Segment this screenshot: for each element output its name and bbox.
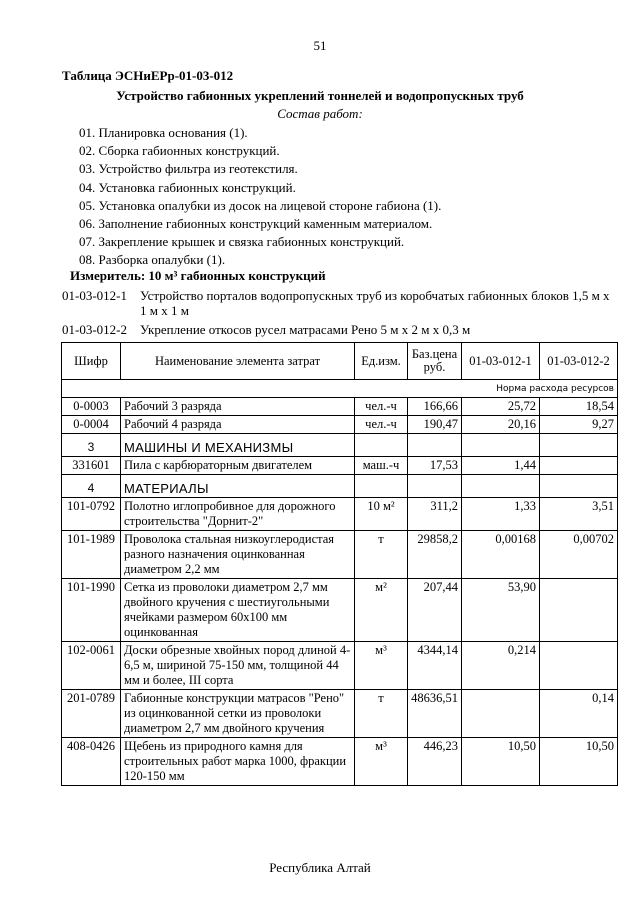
page-number: 51 — [313, 38, 327, 53]
cell-v1: 20,16 — [462, 416, 540, 434]
cell-unit: чел.-ч — [355, 398, 408, 416]
header-price: Баз.цена руб. — [408, 343, 462, 380]
header-unit: Ед.изм. — [355, 343, 408, 380]
norms-table — [61, 342, 618, 786]
norm-note: Норма расхода ресурсов — [62, 380, 618, 398]
cell-v1: 1,44 — [462, 457, 540, 475]
cell-v2: 3,51 — [540, 498, 618, 531]
cell-name: Доски обрезные хвойных пород длиной 4-6,5 м, шириной 75-150 мм, толщиной 44 мм и более, III сорта — [121, 642, 355, 690]
cell-price: 311,2 — [408, 498, 462, 531]
variant-text: Устройство порталов водопропускных труб из коробчатых габионных блоков 1,5 м х 1 м х 1 м — [140, 288, 610, 318]
cell-v1: 0,00168 — [462, 531, 540, 579]
cell-v2: 0,14 — [540, 690, 618, 738]
cell-unit: т — [355, 690, 408, 738]
cell-name: Полотно иглопробивное для дорожного строительства "Дорнит-2" — [121, 498, 355, 531]
table-row — [62, 738, 618, 786]
cell-unit: маш.-ч — [355, 457, 408, 475]
variant-code: 01-03-012-2 — [62, 322, 127, 337]
cell-code: 331601 — [62, 457, 121, 475]
work-item: 05. Установка опалубки из досок на лицевой стороне габиона (1). — [79, 197, 442, 213]
work-item: 01. Планировка основания (1). — [79, 125, 248, 140]
work-item: 04. Установка габионных конструкций. — [79, 179, 296, 195]
work-item: 02. Сборка габионных конструкций. — [79, 143, 280, 159]
cell-code: 102-0061 — [62, 642, 121, 690]
cell-name: Пила с карбюраторным двигателем — [121, 457, 355, 475]
section-title: МАШИНЫ И МЕХАНИЗМЫ — [121, 434, 355, 457]
section-number: 3 — [62, 434, 121, 457]
cell-v1 — [462, 690, 540, 738]
cell-unit: т — [355, 531, 408, 579]
cell-price: 17,53 — [408, 457, 462, 475]
section-row-machines — [62, 434, 618, 457]
section-number: 4 — [62, 475, 121, 498]
footer-region: Республика Алтай — [269, 860, 371, 875]
table-row — [62, 579, 618, 642]
table-header-row — [62, 343, 618, 380]
cell-v2: 0,00702 — [540, 531, 618, 579]
table-row — [62, 457, 618, 475]
cell-code: 101-1990 — [62, 579, 121, 642]
variant-text: Укрепление откосов русел матрасами Рено 5 м х 2 м х 0,3 м — [140, 322, 471, 337]
cell-v2: 18,54 — [540, 398, 618, 416]
work-item: 07. Закрепление крышек и связка габионных конструкций. — [79, 234, 405, 250]
norm-note-row — [62, 380, 618, 398]
variant-item — [62, 322, 612, 337]
cell-v2 — [540, 457, 618, 475]
cell-code: 201-0789 — [62, 690, 121, 738]
work-composition-heading: Состав работ: — [277, 106, 363, 121]
cell-code: 0-0004 — [62, 416, 121, 434]
work-item: 08. Разборка опалубки (1). — [79, 252, 226, 268]
section-title: МАТЕРИАЛЫ — [121, 475, 355, 498]
table-row — [62, 498, 618, 531]
header-variant-1: 01-03-012-1 — [462, 343, 540, 380]
cell-name: Проволока стальная низкоуглеродистая разного назначения оцинкованная диаметром 2,2 мм — [121, 531, 355, 579]
cell-code: 101-0792 — [62, 498, 121, 531]
work-item: 06. Заполнение габионных конструкций каменным материалом. — [79, 216, 433, 232]
cell-v1: 53,90 — [462, 579, 540, 642]
cell-name: Габионные конструкции матрасов "Рено" из оцинкованной сетки из проволоки диаметром 2,7 мм двойного кручения — [121, 690, 355, 738]
cell-price: 166,66 — [408, 398, 462, 416]
cell-v2 — [540, 579, 618, 642]
cell-price: 207,44 — [408, 579, 462, 642]
cell-price: 190,47 — [408, 416, 462, 434]
cell-code: 0-0003 — [62, 398, 121, 416]
header-code: Шифр — [62, 343, 121, 380]
cell-unit: м³ — [355, 642, 408, 690]
work-item: 03. Устройство фильтра из геотекстиля. — [79, 161, 298, 177]
cell-v2 — [540, 642, 618, 690]
table-title: Устройство габионных укреплений тоннелей и водопропускных труб — [116, 88, 524, 103]
cell-price: 446,23 — [408, 738, 462, 786]
cell-v1: 1,33 — [462, 498, 540, 531]
cell-v1: 0,214 — [462, 642, 540, 690]
cell-unit: м² — [355, 579, 408, 642]
variant-item — [62, 288, 612, 318]
table-code: Таблица ЭСНиЕРр-01-03-012 — [62, 68, 234, 83]
header-name: Наименование элемента затрат — [121, 343, 355, 380]
cell-name: Рабочий 3 разряда — [121, 398, 355, 416]
table-row — [62, 642, 618, 690]
cell-v1: 25,72 — [462, 398, 540, 416]
cell-v1: 10,50 — [462, 738, 540, 786]
cell-unit: м³ — [355, 738, 408, 786]
header-variant-2: 01-03-012-2 — [540, 343, 618, 380]
variant-code: 01-03-012-1 — [62, 288, 127, 303]
table-row — [62, 398, 618, 416]
variant-list — [62, 288, 612, 341]
cell-name: Сетка из проволоки диаметром 2,7 мм двойного кручения с шестиугольными ячейками размером 60х100 мм оцинкованная — [121, 579, 355, 642]
cell-name: Рабочий 4 разряда — [121, 416, 355, 434]
table-row — [62, 531, 618, 579]
section-row-materials — [62, 475, 618, 498]
cell-name: Щебень из природного камня для строительных работ марка 1000, фракции 120-150 мм — [121, 738, 355, 786]
cell-price: 29858,2 — [408, 531, 462, 579]
cell-unit: 10 м² — [355, 498, 408, 531]
cell-v2: 9,27 — [540, 416, 618, 434]
table-row — [62, 690, 618, 738]
cell-code: 101-1989 — [62, 531, 121, 579]
table-row — [62, 416, 618, 434]
cell-unit: чел.-ч — [355, 416, 408, 434]
cell-price: 4344,14 — [408, 642, 462, 690]
meter-unit: Измеритель: 10 м³ габионных конструкций — [70, 268, 326, 283]
cell-v2: 10,50 — [540, 738, 618, 786]
work-list — [79, 124, 441, 270]
cell-price: 48636,51 — [408, 690, 462, 738]
cell-code: 408-0426 — [62, 738, 121, 786]
